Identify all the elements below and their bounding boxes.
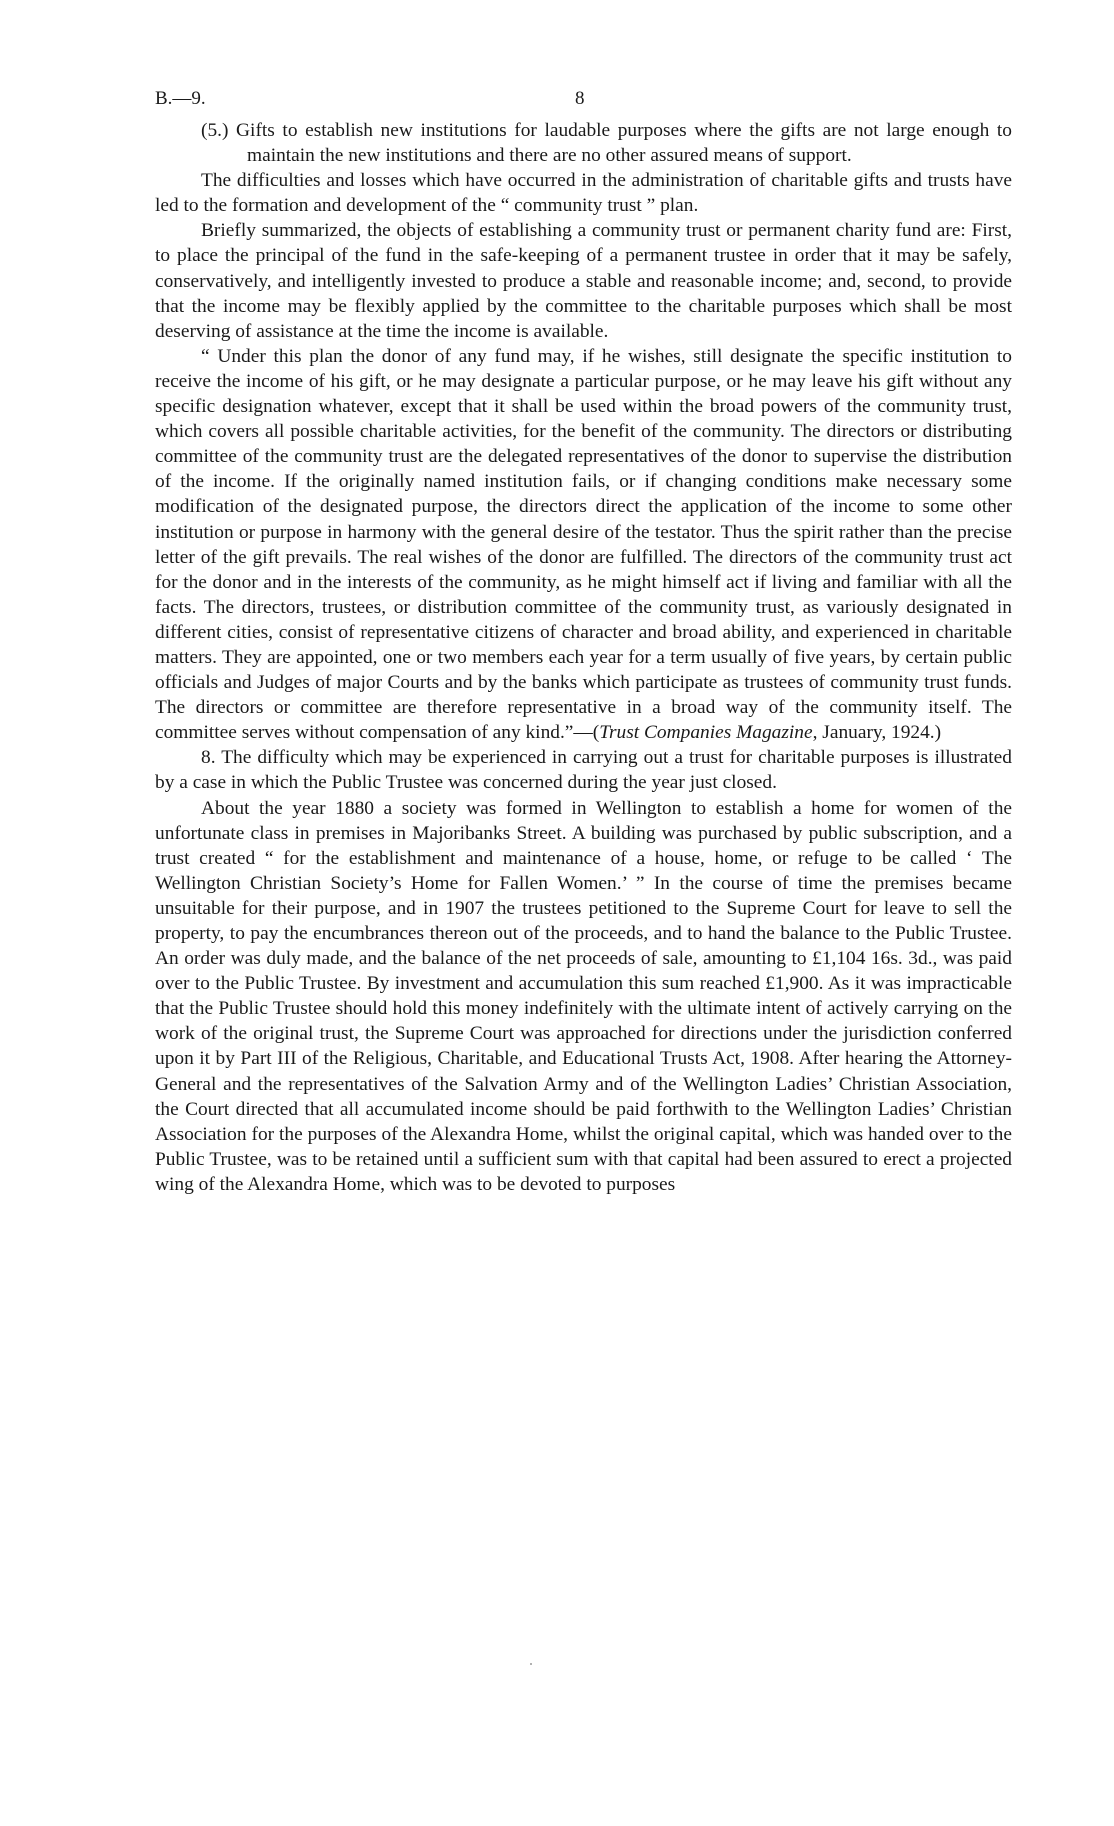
paragraph-wellington-case: About the year 1880 a society was formed in Wellington to establish a home for women of the unfortunate class in premises in Majoribanks Street. A building was purchased by public subscription, and a trust created “ for the establishment and maintenance of a house, home, or refuge to be called ‘ The Wellington Christian Society’s Home for Fallen Women.’ ” In the course of time the premises became unsuitable for their purpose, and in 1907 the trustees petitioned to the Supreme Court for leave to sell the property, to pay the encumbrances thereon out of the proceeds, and to hand the balance to the Public Trustee. An order was duly made, and the balance of the net proceeds of sale, amounting to £1,104 16s. 3d., was paid over to the Public Trustee. By investment and accumulation this sum reached £1,900. As it was impracticable that the Public Trustee should hold this money indefinitely with the ultimate intent of actively carrying on the work of the original trust, the Supreme Court was approached for directions under the jurisdiction conferred upon it by Part III of the Religious, Charitable, and Educational Trusts Act, 1908. After hearing the Attorney-General and the representatives of the Salvation Army and of the Wellington Ladies’ Christian Association, the Court directed that all accumulated income should be paid forthwith to the Wellington Ladies’ Christian Association for the purposes of the Alexandra Home, whilst the original capital, which was handed over to the Public Trustee, was to be retained until a sufficient sum with that capital had been assured to erect a projected wing of the Alexandra Home, which was to be devoted to purposes [155,797,1012,1195]
quotation-source: Trust Companies Magazine [599,722,813,744]
page-number: 8 [575,88,585,109]
paragraph-section-8: 8. The difficulty which may be experienced in carrying out a trust for charitable purposes is illustrated by a case in which the Public Trustee was concerned during the year just closed. [155,747,1012,794]
page-header [155,88,1015,112]
document-reference: B.—9. [155,88,206,109]
paragraph-objects-summary: Briefly summarized, the objects of establishing a community trust or permanent charity fund are: First, to place the principal of the fund in the safe-keeping of a permanent trustee in order that it may be safely, conservatively, and intelligently invested to produce a stable and reasonable income; and, second, to provide that the income may be flexibly applied by the committee to the charitable purposes which shall be most deserving of assistance at the time the income is available. [155,220,1012,342]
quotation-date: , January, 1924.) [812,722,942,744]
scan-dot [530,1663,532,1665]
paragraph-list-item-5: (5.) Gifts to establish new institutions for laudable purposes where the gifts are not large enough to maintain the new institutions and there are no other assured means of support. [201,120,1012,167]
body-text [155,118,1012,1197]
paragraph-quotation [155,344,1012,746]
paragraph-difficulties: The difficulties and losses which have occurred in the administration of charitable gifts and trusts have led to the formation and development of the “ community trust ” plan. [155,170,1012,217]
quotation-text: “ Under this plan the donor of any fund may, if he wishes, still designate the specific institution to receive the income of his gift, or he may designate a particular purpose, or he may leave his gift without any specific designation whatever, except that it shall be used within the broad powers of the community trust, which covers all possible charitable activities, for the benefit of the community. The directors or distributing committee of the community trust are the delegated representatives of the donor to supervise the distribution of the income. If the originally named institution fails, or if changing conditions make necessary some modification of the designated purpose, the directors direct the application of the income to some other institution or purpose in harmony with the general desire of the testator. Thus the spirit rather than the precise letter of the gift prevails. The real wishes of the donor are fulfilled. The directors of the community trust act for the donor and in the interests of the community, as he might himself act if living and familiar with all the facts. The directors, trustees, or distribution committee of the community trust, as variously designated in different cities, consist of representative citizens of character and broad ability, and experienced in charitable matters. They are appointed, one or two members each year for a term usually of five years, by certain public officials and Judges of major Courts and by the banks which participate as trustees of community trust funds. The directors or committee are therefore representative in a broad way of the community itself. The committee serves without compensation of any kind.”—( [155,345,1012,744]
